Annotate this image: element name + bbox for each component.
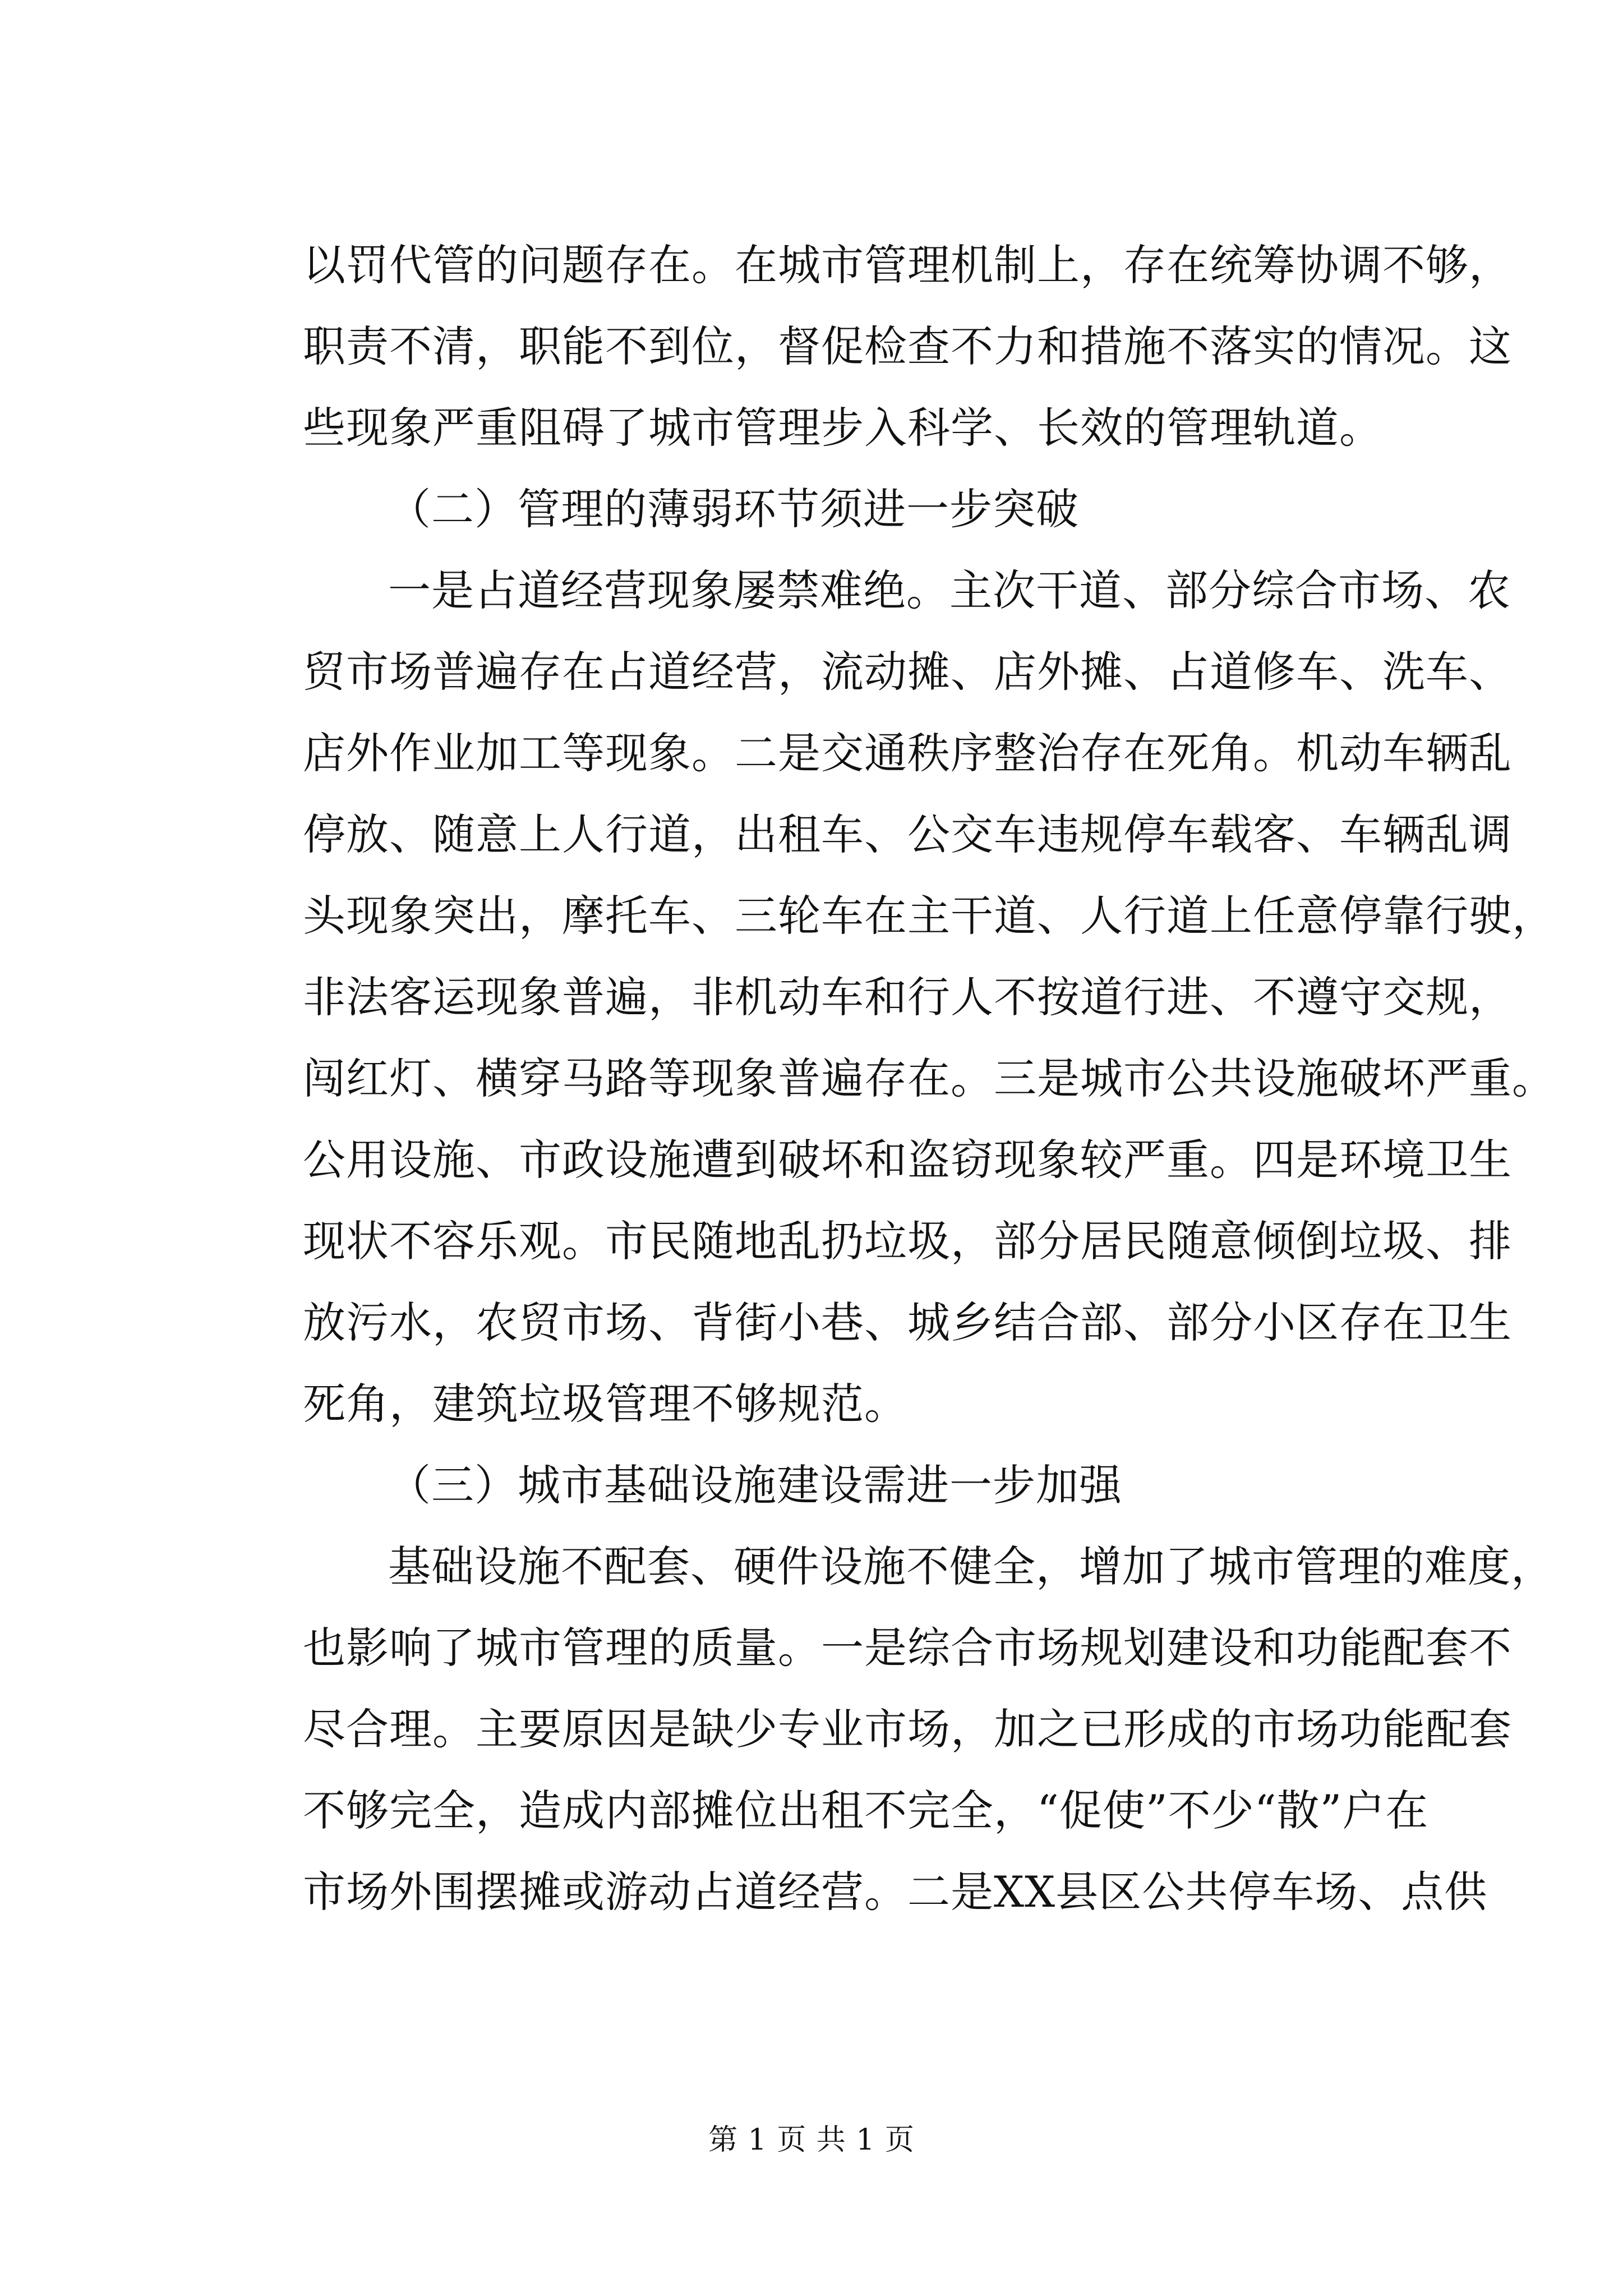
body-text (303, 224, 1555, 1932)
text-line: 非法客运现象普遍，非机动车和行人不按道行进、不遵守交规， (303, 972, 1512, 1022)
text-line: 一是占道经营现象屡禁难绝。主次干道、部分综合市场、农 (388, 565, 1511, 615)
text-line: 不够完全，造成内部摊位出租不完全，“促使”不少“散”户在 (303, 1786, 1429, 1835)
section-heading-2: （二）管理的薄弱环节须进一步突破 (388, 484, 1079, 534)
text-line: 以罚代管的问题存在。在城市管理机制上，存在统筹协调不够， (303, 240, 1512, 290)
text-line: 些现象严重阻碍了城市管理步入科学、长效的管理轨道。 (303, 403, 1382, 453)
page-number-label: 第 1 页 共 1 页 (708, 2123, 915, 2157)
text-line: 现状不容乐观。市民随地乱扔垃圾，部分居民随意倾倒垃圾、排 (303, 1216, 1512, 1266)
text-line: 市场外围摆摊或游动占道经营。二是XX县区公共停车场、点供 (303, 1867, 1488, 1917)
text-line: 公用设施、市政设施遭到破坏和盗窃现象较严重。四是环境卫生 (303, 1135, 1512, 1185)
text-line: 放污水，农贸市场、背街小巷、城乡结合部、部分小区存在卫生 (303, 1297, 1512, 1347)
text-line: 贸市场普遍存在占道经营，流动摊、店外摊、占道修车、洗车、 (303, 647, 1512, 697)
text-line: 基础设施不配套、硬件设施不健全，增加了城市管理的难度， (388, 1542, 1554, 1591)
text-line: 尽合理。主要原因是缺少专业市场，加之已形成的市场功能配套 (303, 1704, 1512, 1754)
text-line: 死角，建筑垃圾管理不够规范。 (303, 1379, 907, 1429)
text-line: 头现象突出，摩托车、三轮车在主干道、人行道上任意停靠行驶， (303, 891, 1555, 941)
text-line: 闯红灯、横穿马路等现象普遍存在。三是城市公共设施破坏严重。 (303, 1053, 1555, 1103)
text-line: 店外作业加工等现象。二是交通秩序整治存在死角。机动车辆乱 (303, 728, 1512, 778)
text-line: 也影响了城市管理的质量。一是综合市场规划建设和功能配套不 (303, 1623, 1512, 1673)
section-heading-3: （三）城市基础设施建设需进一步加强 (388, 1460, 1122, 1510)
page-footer (0, 2120, 1623, 2160)
text-line: 职责不清，职能不到位，督促检查不力和措施不落实的情况。这 (303, 321, 1512, 371)
text-line: 停放、随意上人行道，出租车、公交车违规停车载客、车辆乱调 (303, 809, 1512, 859)
